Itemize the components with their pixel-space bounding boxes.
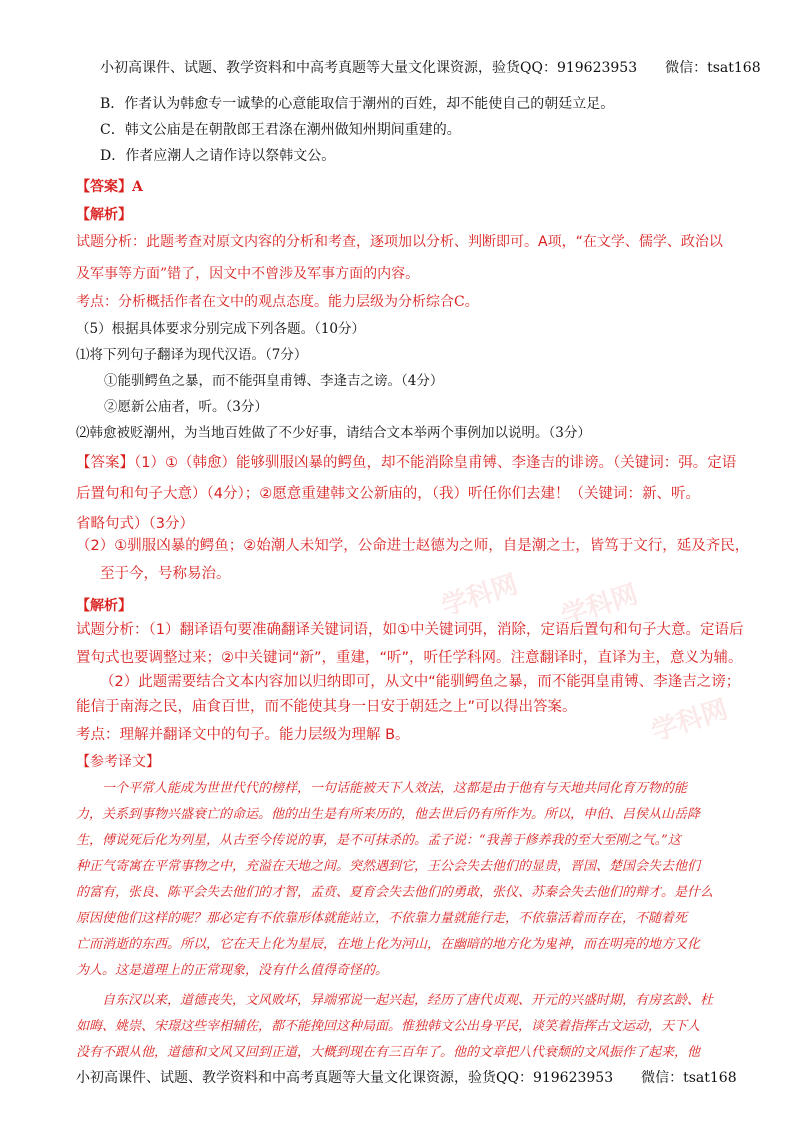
translation-line: 种正气寄寓在平常事物之中，充溢在天地之间。突然遇到它，王公会失去他们的显贵，晋国、楚国会失去他们 <box>76 859 701 874</box>
q5-answer-line: 【答案】（1）①（韩愈）能够驯服凶暴的鳄鱼，却不能消除皇甫镈、李逢吉的诽谤。（关键词：弭。定语 <box>76 455 737 471</box>
page-header: 小初高课件、试题、教学资料和中高考真题等大量文化课资源，验货QQ：919623953 微信：tsat168 <box>100 60 761 76</box>
q5-sentence-2: ②愿新公庙者，听。（3分） <box>104 399 268 415</box>
option-c: C．韩文公庙是在朝散郎王君涤在潮州做知州期间重建的。 <box>100 122 461 138</box>
watermark: 学科网 <box>648 694 732 748</box>
q5-sentence-1: ①能驯鳄鱼之暴，而不能弭皇甫镈、李逢吉之谤。（4分） <box>104 373 444 389</box>
q5-analysis-line: （2）此题需要结合文本内容加以归纳即可，从文中“能驯鳄鱼之暴，而不能弭皇甫镈、李逢吉之谤； <box>100 674 741 690</box>
translation-title: 【参考译文】 <box>76 754 160 770</box>
q5-sub1: ⑴将下列句子翻译为现代汉语。（7分） <box>76 347 308 363</box>
q5-answer-line: 至于今，号称易治。 <box>100 566 231 582</box>
page-footer: 小初高课件、试题、教学资料和中高考真题等大量文化课资源，验货QQ：919623953 微信：tsat168 <box>76 1070 737 1086</box>
q4-analysis-line: 及军事等方面”错了，因文中不曾涉及军事方面的内容。 <box>76 266 420 282</box>
q5-sub2: ⑵韩愈被贬潮州，为当地百姓做了不少好事，请结合文本举两个事例加以说明。（3分） <box>76 425 591 441</box>
q5-analysis-line: 试题分析：（1）翻译语句要准确翻译关键词语，如①中关键词弭，消除，定语后置句和句子大意。定语后 <box>76 622 744 638</box>
option-d: D．作者应潮人之请作诗以祭韩文公。 <box>100 148 336 164</box>
q5-answer-line: 后置句和句子大意）（4分）；②愿意重建韩文公新庙的，（我）听任你们去建！（关键词：新、听。 <box>76 486 700 502</box>
q5-kaodian: 考点：理解并翻译文中的句子。能力层级为理解 B。 <box>76 727 410 743</box>
q5-stem: （5）根据具体要求分别完成下列各题。（10分） <box>76 321 366 337</box>
q5-analysis-line: 能信于南海之民，庙食百世，而不能使其身一日安于朝廷之上”可以得出答案。 <box>76 699 577 715</box>
translation-line: 如晦、姚崇、宋璟这些宰相辅佐，都不能挽回这种局面。惟独韩文公出身平民，谈笑着指挥古文运动，天下人 <box>76 1019 701 1034</box>
q5-answer-line: 省略句式）（3分） <box>76 516 194 532</box>
translation-line: 生，傅说死后化为列星，从古至今传说的事，是不可抹杀的。孟子说：“我善于修养我的至大至刚之气。”这 <box>76 833 681 848</box>
translation-line: 亡而消逝的东西。所以，它在天上化为星辰，在地上化为河山，在幽暗的地方化为鬼神，而在明亮的地方又化 <box>76 937 701 952</box>
translation-line: 力，关系到事物兴盛衰亡的命运。他的出生是有所来历的，他去世后仍有所作为。所以，申伯、吕侯从山岳降 <box>76 807 701 822</box>
translation-line: 为人。这是道理上的正常现象，没有什么值得奇怪的。 <box>76 963 389 978</box>
q5-answer-line: （2）①驯服凶暴的鳄鱼；②始潮人未知学，公命进士赵德为之师，自是潮之士，皆笃于文行，延及齐民， <box>76 538 750 554</box>
q5-jiexi-heading: 【解析】 <box>76 598 132 614</box>
watermark: 学科网 <box>438 569 522 623</box>
translation-line: 原因使他们这样的呢？那必定有不依靠形体就能站立，不依靠力量就能行走，不依靠活着而存在，不随着死 <box>76 911 688 926</box>
translation-line: 一个平常人能成为世世代代的榜样，一句话能被天下人效法，这都是由于他有与天地共同化育万物的能 <box>102 781 688 796</box>
q4-analysis-line: 试题分析：此题考查对原文内容的分析和考查，逐项加以分析、判断即可。A项，“在文学、儒学、政治以 <box>76 234 723 250</box>
q4-jiexi-heading: 【解析】 <box>76 207 132 223</box>
q4-answer: 【答案】A <box>76 179 143 195</box>
q4-kaodian: 考点：分析概括作者在文中的观点态度。能力层级为分析综合C。 <box>76 294 479 310</box>
watermark: 学科网 <box>558 579 642 633</box>
translation-line: 的富有，张良、陈平会失去他们的才智，孟贲、夏育会失去他们的勇敢，张仪、苏秦会失去他们的辩才。是什么 <box>76 885 714 900</box>
translation-line: 自东汉以来，道德丧失，文风败坏，异端邪说一起兴起，经历了唐代贞观、开元的兴盛时期，有房玄龄、杜 <box>102 993 714 1008</box>
translation-line: 没有不跟从他，道德和文风又回到正道，大概到现在有三百年了。他的文章把八代衰颓的文风振作了起来，他 <box>76 1045 701 1060</box>
q5-analysis-line: 置句式也要调整过来；②中关键词“新”，重建，“听”，听任学科网。注意翻译时，直译为主，意义为辅。 <box>76 650 743 666</box>
option-b: B．作者认为韩愈专一诚挚的心意能取信于潮州的百姓，却不能使自己的朝廷立足。 <box>100 96 615 112</box>
